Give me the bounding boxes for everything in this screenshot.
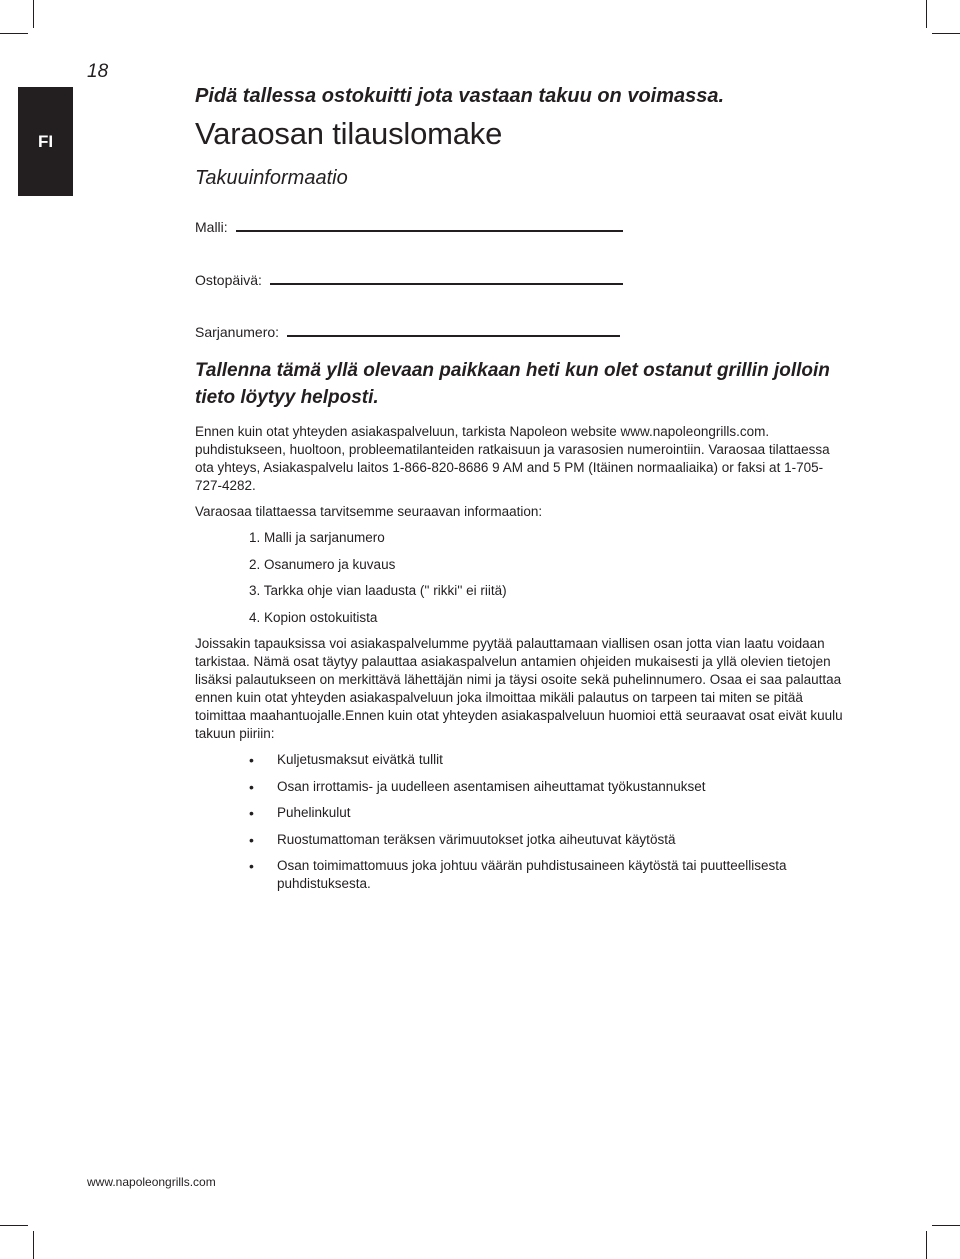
crop-mark bbox=[33, 1231, 34, 1259]
crop-mark bbox=[932, 1225, 960, 1226]
serial-number-field-label: Sarjanumero: bbox=[195, 324, 280, 340]
intro-paragraph: Ennen kuin otat yhteyden asiakaspalveluun, tarkista Napoleon website www.napoleongrills.com. puhdistukseen, huoltoon, probleematilanteiden ratkaisuun ja varasosien numerointiin. Varaosaa tilattaessa ota yhteys, Asiakaspalvelu laitos 1-866-820-8686 9 AM and 5 PM (Itäinen normaaliaika) or faksi at 1-705-727-4282. bbox=[195, 424, 830, 493]
crop-mark bbox=[33, 0, 34, 28]
receipt-reminder: Pidä tallessa ostokuitti jota vastaan takuu on voimassa. bbox=[195, 85, 725, 107]
model-fill-line[interactable] bbox=[236, 230, 623, 232]
warranty-heading: Takuuinformaatio bbox=[195, 167, 348, 189]
serial-number-fill-line[interactable] bbox=[287, 335, 620, 337]
list-item: • Kuljetusmaksut eivätkä tullit bbox=[249, 751, 849, 769]
crop-mark bbox=[0, 33, 28, 34]
list-item: 4. Kopion ostokuitista bbox=[249, 609, 378, 625]
page-number: 18 bbox=[87, 61, 109, 82]
crop-mark bbox=[926, 1231, 927, 1259]
model-field-label: Malli: bbox=[195, 219, 228, 235]
purchase-date-field-label: Ostopäivä: bbox=[195, 272, 262, 288]
list-item: 2. Osanumero ja kuvaus bbox=[249, 556, 396, 572]
purchase-date-fill-line[interactable] bbox=[270, 283, 623, 285]
model-field bbox=[195, 219, 623, 235]
page-title: Varaosan tilauslomake bbox=[195, 116, 503, 151]
list-item: • Ruostumattoman teräksen värimuutokset jotka aiheutuvat käytöstä bbox=[249, 831, 849, 849]
info-needed-paragraph: Varaosaa tilattaessa tarvitsemme seuraavan informaation: bbox=[195, 504, 543, 519]
save-info-notice: Tallenna tämä yllä olevaan paikkaan heti kun olet ostanut grillin jolloin tieto löytyy helposti. bbox=[195, 360, 830, 408]
returns-paragraph: Joissakin tapauksissa voi asiakaspalvelumme pyytää palauttamaan viallisen osan jotta vian laatu voidaan tarkistaa. Nämä osat täytyy palauttaa asiakaspalvelun antamien ohjeiden mukaisesti ja yllä olevien tietojen lisäksi palautukseen on merkittävä lähettäjän nimi ja täysi osoite sekä puhelinnumero. Osaa ei saa palauttaa ennen kuin otat yhteyden asiakaspalveluun joka ilmoittaa mikäli palautus on tarpeen tai miten se pitää toimittaa maahantuojalle.Ennen kuin otat yhteyden asiakaspalveluun huomioi että seuraavat osat eivät kuulu takuun piiriin: bbox=[195, 636, 843, 741]
required-info-list bbox=[249, 529, 507, 635]
crop-mark bbox=[932, 33, 960, 34]
footer-website-link[interactable]: www.napoleongrills.com bbox=[87, 1175, 216, 1189]
exclusions-list bbox=[249, 751, 849, 902]
language-tab bbox=[18, 87, 73, 196]
list-item: 1. Malli ja sarjanumero bbox=[249, 530, 385, 545]
language-tab-label: FI bbox=[37, 131, 54, 151]
crop-mark bbox=[0, 1225, 28, 1226]
list-item: • Osan irrottamis- ja uudelleen asentamisen aiheuttamat työkustannukset bbox=[249, 778, 849, 796]
crop-mark bbox=[926, 0, 927, 28]
serial-number-field bbox=[195, 324, 620, 340]
list-item: • Osan toimimattomuus joka johtuu väärän puhdistusaineen käytöstä tai puutteellisesta puhdistuksesta. bbox=[249, 857, 849, 893]
list-item: 3. Tarkka ohje vian laadusta ('' rikki'' ei riitä) bbox=[249, 583, 507, 598]
list-item: • Puhelinkulut bbox=[249, 804, 849, 822]
purchase-date-field bbox=[195, 272, 623, 288]
